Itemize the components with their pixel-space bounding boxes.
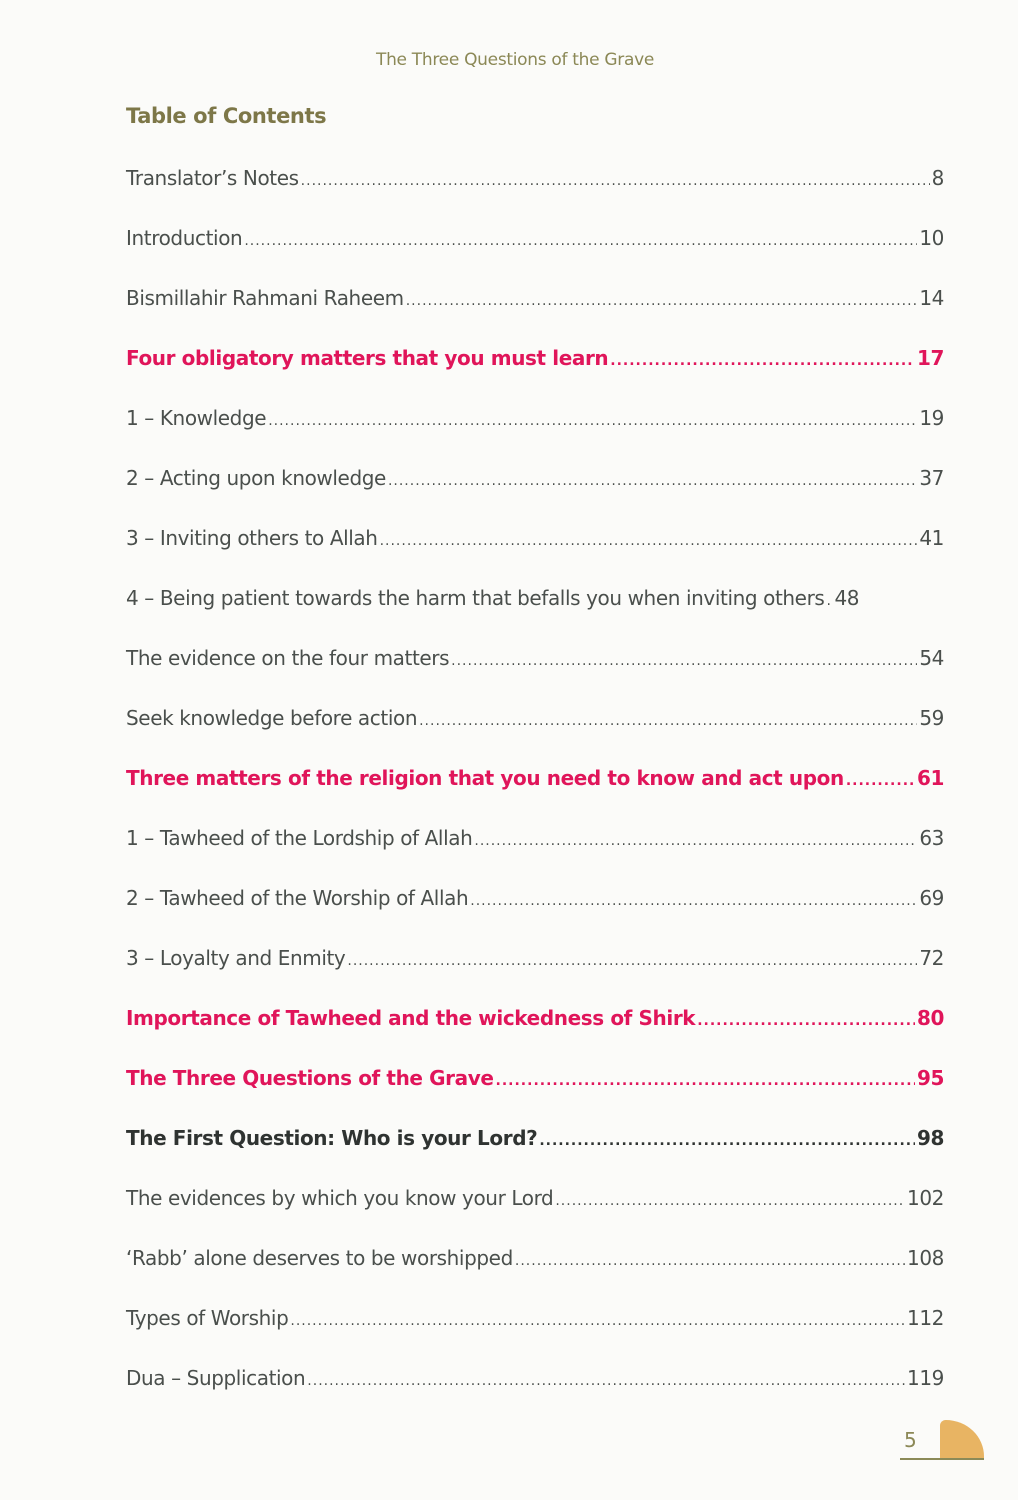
toc-entry-title: Introduction [126,226,243,250]
toc-entry[interactable] [126,346,944,376]
folio-rule [900,1458,984,1460]
toc-entry-title: Dua – Supplication [126,1366,306,1390]
dot-leader [826,593,832,609]
toc-entry-title: 2 – Tawheed of the Worship of Allah [126,886,469,910]
page-folio [898,1418,988,1464]
toc-entry-title: ‘Rabb’ alone deserves to be worshipped [126,1246,513,1270]
toc-entry-title: 2 – Acting upon knowledge [126,466,386,490]
dot-leader [451,653,917,669]
toc-entry-page: 72 [919,946,944,970]
dot-leader [347,953,917,969]
toc-entry[interactable] [126,226,944,256]
dot-leader [406,293,918,309]
toc-entry-title: 3 – Inviting others to Allah [126,526,378,550]
dot-leader [290,1313,905,1329]
toc-entry-page: 41 [919,526,944,550]
running-head: The Three Questions of the Grave [375,50,654,70]
page-tab-decoration [940,1420,984,1458]
toc-entry[interactable] [126,706,944,736]
toc-entry-page: 17 [916,346,944,370]
toc-entry-title: Four obligatory matters that you must learn [126,346,609,370]
toc-entry[interactable] [126,406,944,436]
dot-leader [474,833,917,849]
toc-entry-page: 8 [931,166,944,190]
toc-entry[interactable] [126,1186,944,1216]
toc-entry-page: 37 [919,466,944,490]
toc-entry[interactable] [126,286,944,316]
toc-entry-page: 95 [916,1066,944,1090]
dot-leader [419,713,917,729]
toc-entry-page: 48 [834,586,860,610]
toc-entry-title: Importance of Tawheed and the wickedness of Shirk [126,1006,696,1030]
toc-entry-title: 3 – Loyalty and Enmity [126,946,346,970]
dot-leader [846,773,915,789]
toc-entry-title: The Three Questions of the Grave [126,1066,494,1090]
toc-entry-title: Bismillahir Rahmani Raheem [126,286,404,310]
toc-entry[interactable] [126,946,944,976]
toc-entry-title: 4 – Being patient towards the harm that befalls you when inviting others [126,586,825,610]
toc-entry-title: 1 – Tawheed of the Lordship of Allah [126,826,473,850]
toc-entry-page: 80 [916,1006,944,1030]
toc-entry-title: Seek knowledge before action [126,706,418,730]
toc-entry-title: 1 – Knowledge [126,406,267,430]
toc-entry-title: Three matters of the religion that you need to know and act upon [126,766,844,790]
dot-leader [539,1133,915,1149]
toc-entry[interactable] [126,646,944,676]
page-number: 5 [904,1428,917,1452]
toc-entry[interactable] [126,1126,944,1156]
toc-entry[interactable] [126,1066,944,1096]
dot-leader [268,413,917,429]
toc-entry-page: 102 [907,1186,944,1210]
dot-leader [244,233,917,249]
toc-entry-page: 63 [919,826,944,850]
dot-leader [555,1193,905,1209]
toc-entry-page: 10 [919,226,944,250]
toc-entry[interactable] [126,826,944,856]
toc-entry-page: 59 [919,706,944,730]
dot-leader [697,1013,915,1029]
toc-entry[interactable] [126,466,944,496]
toc-entry[interactable] [126,1006,944,1036]
dot-leader [515,1253,905,1269]
toc-entry[interactable] [126,886,944,916]
toc-entry-page: 54 [919,646,944,670]
dot-leader [380,533,918,549]
toc-entry[interactable] [126,766,944,796]
toc-entry[interactable] [126,1306,944,1336]
toc-entry-page: 108 [907,1246,944,1270]
toc-title: Table of Contents [126,104,327,128]
toc-entry[interactable] [126,1366,944,1396]
toc-entry-title: Types of Worship [126,1306,289,1330]
dot-leader [301,173,930,189]
toc-entry-title: The evidences by which you know your Lord [126,1186,554,1210]
dot-leader [470,893,917,909]
dot-leader [496,1073,915,1089]
dot-leader [307,1373,905,1389]
dot-leader [388,473,917,489]
toc-entry-page: 119 [907,1366,944,1390]
toc-entry[interactable] [126,1246,944,1276]
toc-entry-title: The evidence on the four matters [126,646,450,670]
toc-entry[interactable] [126,586,944,616]
toc-entry-page: 14 [919,286,944,310]
toc-entry-page: 61 [916,766,944,790]
toc-entry-title: The First Question: Who is your Lord? [126,1126,538,1150]
toc-entry-page: 112 [907,1306,944,1330]
dot-leader [610,353,915,369]
toc-entry-page: 19 [919,406,944,430]
toc-entry-title: Translator’s Notes [126,166,299,190]
toc-entry[interactable] [126,166,944,196]
toc-entry[interactable] [126,526,944,556]
toc-entry-page: 69 [919,886,944,910]
toc-entry-page: 98 [916,1126,944,1150]
